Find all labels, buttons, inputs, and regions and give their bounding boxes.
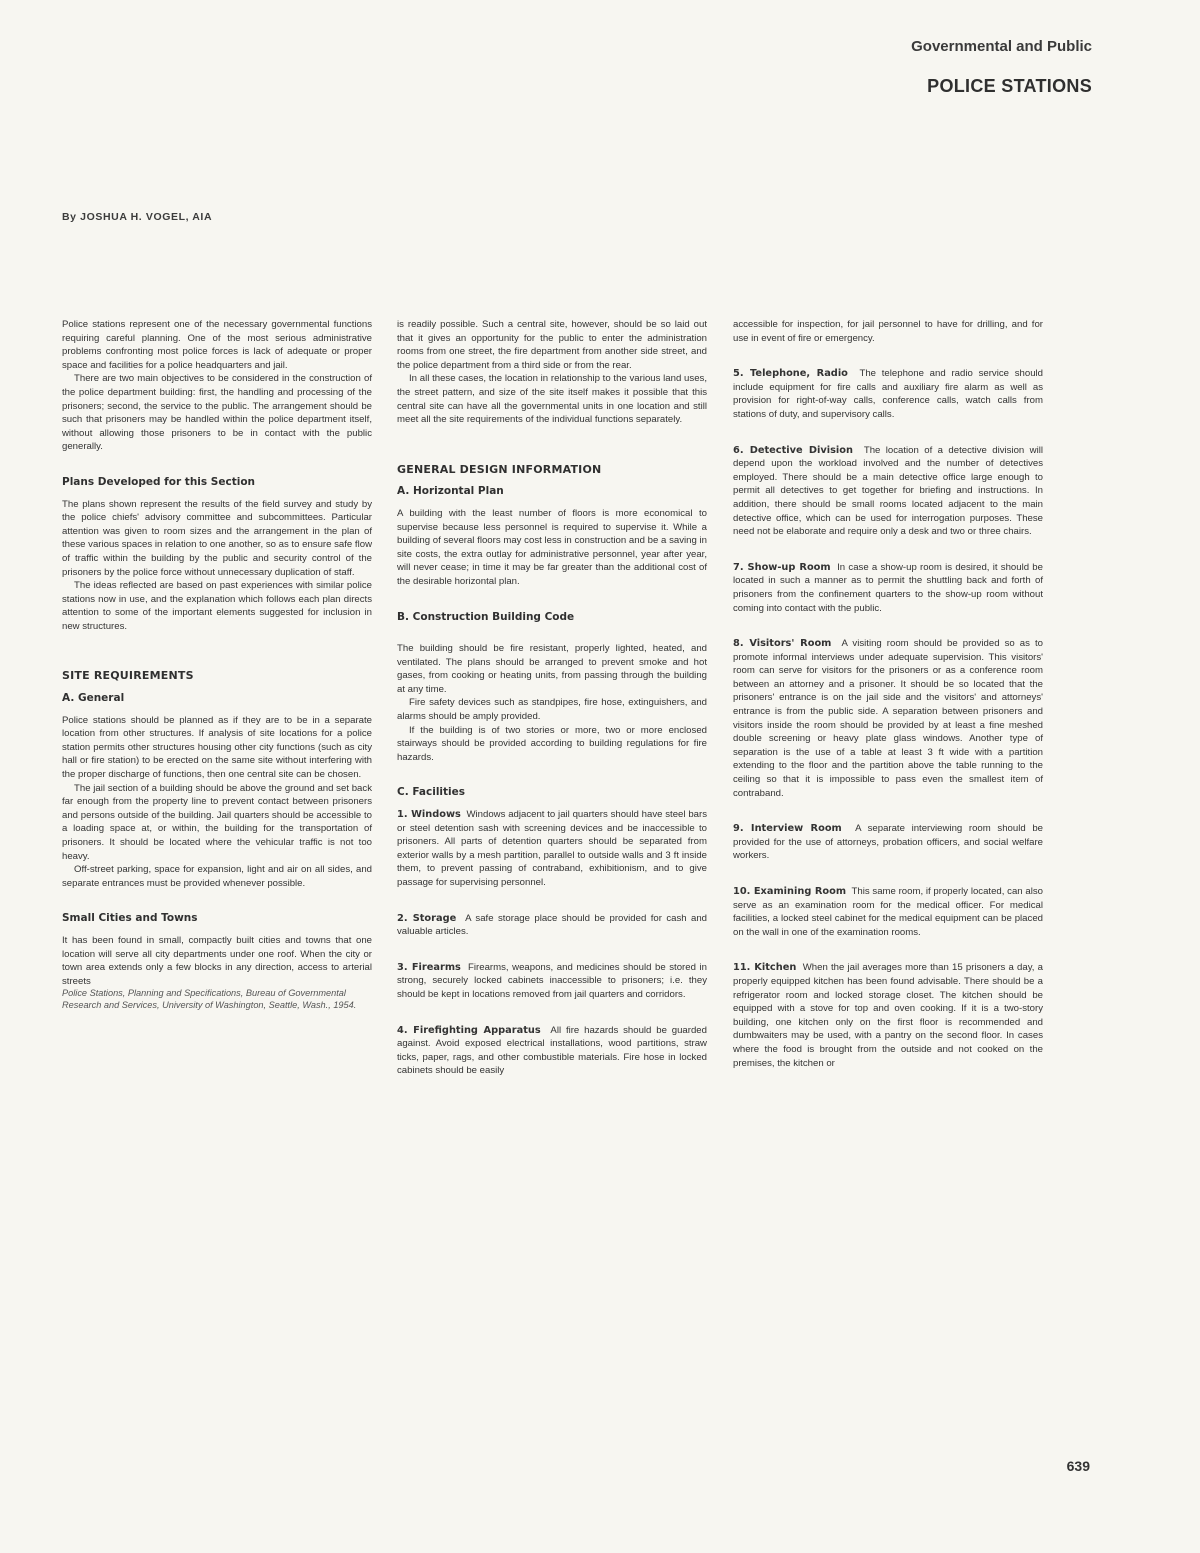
facility-text: A separate interviewing room should be provided for the use of attorneys, probation officers, and social welfare workers. [733, 823, 1043, 862]
facility-item [733, 367, 1043, 421]
facility-title: 8. Visitors' Room [733, 638, 832, 650]
construction-code-heading: B. Construction Building Code [397, 610, 575, 623]
page-title: POLICE STATIONS [927, 76, 1092, 96]
small-cities-heading: Small Cities and Towns [62, 912, 198, 925]
facility-text: All fire hazards should be guarded against. Avoid exposed electrical installations, wood partitions, straw ticks, paper, rags, and other combustible materials. Fire hose in locked cabinets should be easily [397, 1024, 707, 1077]
plans-paragraph: The plans shown represent the results of the field survey and study by the police chiefs' advisory committee and subcommittees. Particular attention was given to room sizes and the arrangement in the plan of these various spaces in relation to one another, so as to ensure safe flow of traffic within the building by the public and security control of the prisoners by the police force without unnecessary duplication of staff. [62, 498, 372, 578]
facility-title: 11. Kitchen [733, 962, 797, 974]
facilities-heading: C. Facilities [397, 786, 466, 799]
facility-item [733, 885, 1043, 939]
plans-paragraph: The ideas reflected are based on past experiences with similar police stations now in use, and the explanation which follows each plan directs attention to some of the important elements suggested for inclusion in new structures. [62, 580, 372, 632]
facility-item [733, 637, 1043, 800]
construction-paragraph: If the building is of two stories or more, two or more enclosed stairways should be provided according to building regulations for fire hazards. [397, 724, 707, 763]
facility-title: 9. Interview Room [733, 823, 842, 835]
facility-item [397, 1024, 707, 1078]
intro-paragraph: Police stations represent one of the necessary governmental functions requiring careful planning. One of the most serious administrative problems confronting most police forces is lack of adequate or proper space and facilities for a police headquarters and jail. [62, 319, 372, 371]
facility-item [733, 561, 1043, 615]
facility-title: 5. Telephone, Radio [733, 368, 848, 380]
footnote: Police Stations, Planning and Specifications, Bureau of Governmental Research and Services, University of Washington, Seattle, Wash., 1954. [62, 988, 357, 1010]
general-heading: A. General [62, 692, 125, 705]
facility-text: This same room, if properly located, can also serve as an examination room for the medical officer. For medical facilities, a locked steel cabinet for the medical equipment can be placed on the wall in one of the examination rooms. [733, 886, 1043, 938]
construction-paragraph: The building should be fire resistant, properly lighted, heated, and ventilated. The plans should be arranged to prevent smoke and hot gases, from cooking or heating units, from passing through the building at any time. [397, 643, 707, 695]
facility-text: When the jail averages more than 15 prisoners a day, a properly equipped kitchen has been found advisable. There should be a refrigerator room and locked storage closet. The kitchen should be equipped with a stove for top and oven cooking. If it is a two-story building, one kitchen only on the first floor is recommended and dumbwaiters may be used, with a pantry on the second floor. In cases where the food is brought from the outside and not cooked on the premises, the kitchen or [733, 962, 1043, 1069]
facility-title: 2. Storage [397, 912, 457, 924]
facility-item [733, 822, 1043, 863]
facility-title: 3. Firearms [397, 961, 461, 973]
facility-text: In case a show-up room is desired, it should be located in such a manner as to permit the shuttling back and forth of prisoners from the confinement quarters to the show-up room without coming into contact with the public. [733, 561, 1043, 614]
construction-paragraph: Fire safety devices such as standpipes, fire hose, extinguishers, and alarms should be amply provided. [397, 697, 707, 723]
horizontal-plan-heading: A. Horizontal Plan [397, 485, 504, 498]
facility-title: 1. Windows [397, 809, 461, 821]
facility-title: 4. Firefighting Apparatus [397, 1024, 541, 1036]
site-requirements-heading: SITE REQUIREMENTS [62, 669, 194, 683]
facility-text: The telephone and radio service should include equipment for fire calls and auxiliary fire alarm as well as provision for right-of-way calls, conference calls, watch calls from stations of duty, and supervisory calls. [733, 368, 1043, 420]
general-design-heading: GENERAL DESIGN INFORMATION [397, 462, 602, 476]
facility-continued: accessible for inspection, for jail personnel to have for drilling, and for use in event of fire or emergency. [733, 319, 1043, 344]
general-paragraph: Police stations should be planned as if they are to be in a separate location from other structures. If analysis of site locations for a police station permits other structures housing other city functions (such as city hall or fire station) to be erected on the same site without interfering with the proper discharge of functions, then one central site can be chosen. [62, 714, 372, 781]
section-category: Governmental and Public [911, 38, 1092, 55]
column-3 [733, 318, 1043, 1070]
facility-title: 10. Examining Room [733, 886, 847, 897]
small-cities-paragraph: In all these cases, the location in relationship to the various land uses, the street pattern, and size of the site itself makes it possible that this central site can have all the governmental units in one location and still meet all the site requirements of the individual functions separately. [397, 373, 707, 426]
facility-title: 6. Detective Division [733, 444, 853, 456]
facility-item [397, 961, 707, 1002]
facility-title: 7. Show-up Room [733, 561, 831, 573]
facility-text: Firearms, weapons, and medicines should be stored in strong, securely locked cabinets inaccessible to prisoners; i.e. they should be kept in locations removed from jail quarters and corridors. [397, 961, 707, 1000]
small-cities-paragraph: It has been found in small, compactly built cities and towns that one location will serve all city departments under one roof. When the city or town area extends only a few blocks in any direction, access to arterial streets [62, 934, 372, 987]
page-number: 639 [1066, 1458, 1090, 1474]
plans-heading: Plans Developed for this Section [62, 475, 256, 488]
facility-item [733, 444, 1043, 539]
facility-text: The location of a detective division will depend upon the workload involved and the number of detectives employed. There should be a main detective office large enough to permit all detectives to get together for briefing and instructions. In addition, there should be small rooms located adjacent to the main detective office, which can be used for interrogation purposes. These need not be elaborate and require only a desk and two or three chairs. [733, 444, 1043, 538]
facility-text: A safe storage place should be provided for cash and valuable articles. [397, 912, 708, 938]
general-paragraph: The jail section of a building should be above the ground and set back far enough from the property line to prevent contact between prisoners and persons outside of the building. Jail quarters should be accessible to a loading space at, or within, the building for the transportation of prisoners. It should be located where the vehicular traffic is not too heavy. [62, 782, 372, 862]
facility-text: A visiting room should be provided so as to promote informal interviews under adequate supervision. This visitors' room can serve for visitors for the prisoners or as a conference room between an attorney and a prisoner. It should be so located that the prisoners' entrance is on the jail side and the visitors' and attorneys' entrance is from the public side. A separation between prisoners and visitors inside the room should be provided by at least a fine meshed double screening or heavy plate glass windows. Another type of separation is the use of a table at least 3 ft wide with a partition extending to the floor and the partition above the table running to the ceiling so that it is impossible to pass even the smallest item of contraband. [733, 638, 1043, 799]
facility-item [397, 912, 707, 939]
small-cities-continued: is readily possible. Such a central site, however, should be so laid out that it gives an opportunity for the public to enter the administration rooms from one street, the fire department from another side street, and the police department from a third side or from the rear. [397, 319, 707, 371]
column-1 [62, 318, 372, 1011]
general-paragraph: Off-street parking, space for expansion, light and air on all sides, and separate entrances must be provided whenever possible. [62, 864, 372, 889]
facility-item [733, 961, 1043, 1070]
facility-text: Windows adjacent to jail quarters should have steel bars or steel detention sash with screening devices and be inaccessible to prisoners. All parts of detention quarters should be separated from exterior walls by a mesh partition, parallel to outside walls and 3 ft inside them, to prevent passing of contraband, exhibitionism, and to give passage for supervising personnel. [397, 809, 707, 888]
facility-item [397, 808, 707, 890]
byline: By JOSHUA H. VOGEL, AIA [62, 211, 213, 223]
horizontal-plan-paragraph: A building with the least number of floors is more economical to supervise because less personnel is required to supervise it. While a building of several floors may cost less in construction and be a saving in site costs, the extra outlay for administrative personnel, year after year, will never cease; in time it may be far greater than the additional cost of the desirable horizontal plan. [397, 507, 707, 587]
intro-paragraph: There are two main objectives to be considered in the construction of the police department building: first, the handling and processing of the prisoners; second, the service to the public. The arrangement should be such that prisoners may be handled within the police department itself, without allowing those prisoners to be in contact with the public generally. [62, 373, 372, 453]
column-2 [397, 318, 707, 1078]
